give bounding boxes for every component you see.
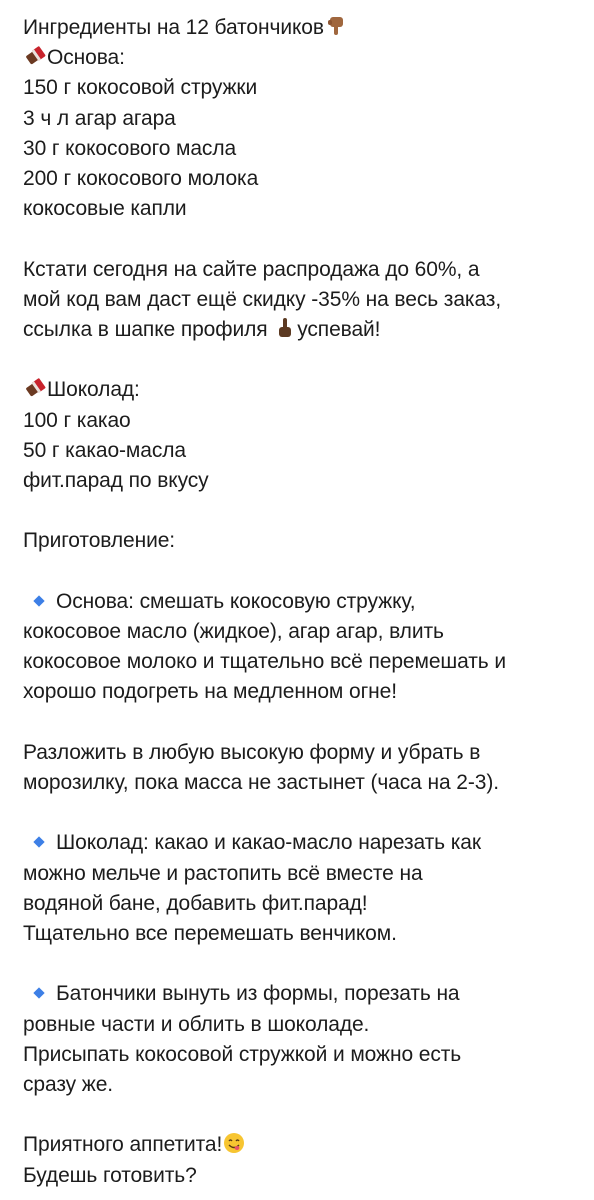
step-text: Шоколад: какао и какао-масло нарезать как [56, 831, 481, 855]
ingredient-item: 200 г кокосового молока [23, 167, 259, 191]
spacer [23, 496, 594, 526]
closing-line: Будешь готовить? [23, 1163, 197, 1187]
small-blue-diamond-icon [33, 595, 44, 606]
step-line: кокосовое масло (жидкое), агар агар, влить [23, 620, 444, 643]
ingredient-item: 3 ч л агар агара [23, 106, 176, 130]
step-line: Разложить в любую высокую форму и убрать в [23, 740, 481, 764]
prep-heading: Приготовление: [23, 529, 176, 553]
spacer [23, 557, 594, 587]
spacer [23, 949, 594, 979]
promo-line: Кстати сегодня на сайте распродажа до 60%, а [23, 257, 480, 281]
promo-text: ссылка в шапке профиля [23, 318, 274, 342]
promo-line: мой код вам даст ещё скидку -35% на весь заказ, [23, 287, 502, 311]
ingredient-item: 100 г какао [23, 408, 131, 432]
step-line [23, 587, 594, 617]
small-blue-diamond-icon [33, 988, 44, 999]
ingredients-title: Ингредиенты на 12 батончиков [23, 16, 324, 39]
step-line: можно мельче и растопить всё вместе на [23, 861, 423, 885]
step-line: сразу же. [23, 1073, 114, 1096]
step-line: ровные части и облить в шоколаде. [23, 1012, 370, 1036]
face-savoring-food-icon [223, 1132, 245, 1154]
spacer [23, 224, 594, 254]
step-text: Основа: смешать кокосовую стружку, [56, 589, 416, 613]
small-blue-diamond-icon [33, 837, 44, 848]
promo-line [23, 315, 594, 345]
step-line [23, 979, 594, 1009]
base-heading-line [23, 43, 594, 73]
ingredient-item: 30 г кокосового масла [23, 136, 237, 160]
spacer [23, 345, 594, 375]
step-line: морозилку, пока масса не застынет (часа на 2-3). [23, 771, 499, 794]
closing-text: Приятного аппетита! [23, 1133, 223, 1157]
spacer [23, 1100, 594, 1130]
closing-line [23, 1130, 594, 1160]
chocolate-heading-line [23, 375, 594, 405]
step-line: хорошо подогреть на медленном огне! [23, 680, 397, 704]
step-line: Присыпать кокосовой стружкой и можно есть [23, 1042, 462, 1066]
step-line: кокосовое молоко и тщательно всё перемешать и [23, 650, 506, 674]
spacer [23, 708, 594, 738]
step-text: Батончики вынуть из формы, порезать на [56, 982, 460, 1006]
ingredient-item: 50 г какао-масла [23, 438, 186, 462]
step-line: водяной бане, добавить фит.парад! [23, 891, 368, 915]
chocolate-bar-icon [24, 45, 46, 67]
promo-text: успевай! [297, 318, 381, 342]
hand-pointing-down-icon [325, 15, 347, 37]
spacer [23, 798, 594, 828]
ingredient-item: кокосовые капли [23, 197, 187, 221]
ingredient-item: фит.парад по вкусу [23, 469, 209, 493]
ingredient-item: 150 г кокосовой стружки [23, 76, 258, 100]
ingredients-title-line [23, 13, 594, 43]
step-line [23, 828, 594, 858]
base-heading: Основа: [47, 46, 125, 70]
chocolate-bar-icon [24, 377, 46, 399]
step-line: Тщательно все перемешать венчиком. [23, 922, 397, 945]
chocolate-heading: Шоколад: [47, 378, 140, 402]
index-finger-up-icon [274, 317, 296, 339]
